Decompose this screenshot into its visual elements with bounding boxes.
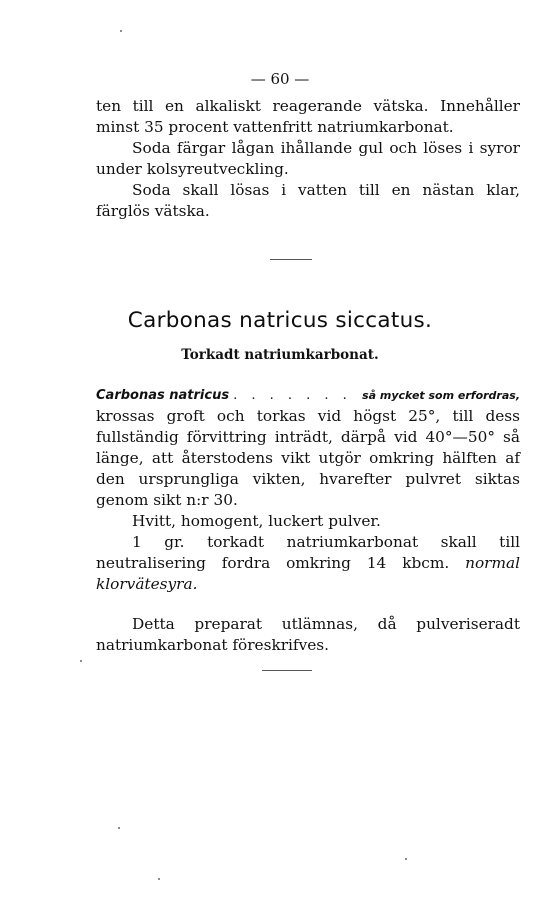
top-text-block: [96, 96, 520, 222]
paper-speck: [80, 660, 82, 662]
paper-speck: [158, 878, 160, 880]
paragraph-appearance: Hvitt, homogent, luckert pulver.: [132, 512, 381, 530]
recipe-drug-name: Carbonas natricus: [96, 388, 230, 403]
section-subtitle: Torkadt natriumkarbonat.: [181, 347, 379, 363]
page-number: — 60 —: [250, 70, 310, 88]
paper-speck: [405, 858, 407, 860]
closing-divider: [262, 670, 312, 671]
recipe-quantity: så mycket som erfordras,: [362, 389, 520, 402]
paper-speck: [118, 827, 120, 829]
reagent-name: normal klorvätesyra.: [96, 554, 520, 593]
paragraph-dispensing-note: Detta preparat utlämnas, då pulveriseradt natriumkarbonat föreskrifves.: [96, 615, 520, 654]
paragraph-flame-test: Soda färgar lågan ihållande gul och löses i syror under kolsyreutveckling.: [96, 139, 520, 178]
main-text-block: [96, 385, 520, 656]
section-title: Carbonas natricus siccatus.: [127, 308, 433, 333]
recipe-line: [96, 385, 520, 406]
section-divider: [270, 259, 312, 260]
paragraph-drying-procedure: krossas groft och torkas vid högst 25°, till dess fullständig förvittring inträdt, därpå vid 40°—50° så länge, att återstodens vikt utgör omkring hälften af den ursprungliga vikten, hvarefter pulvret siktas genom sikt n:r 30.: [96, 407, 520, 509]
paper-speck: [120, 30, 122, 32]
recipe-dots: . . . . . . .: [233, 388, 352, 403]
paragraph-solution-test: Soda skall lösas i vatten till en nästan klar, färglös vätska.: [96, 181, 520, 220]
paragraph-neutralisation: [96, 532, 520, 595]
neutralisation-text: 1 gr. torkadt natriumkarbonat skall till neutralisering fordra omkring 14 kbcm.: [96, 533, 520, 572]
paragraph-alkaline: ten till en alkaliskt reagerande vätska. Innehåller minst 35 procent vattenfritt natriumkarbonat.: [96, 97, 520, 136]
